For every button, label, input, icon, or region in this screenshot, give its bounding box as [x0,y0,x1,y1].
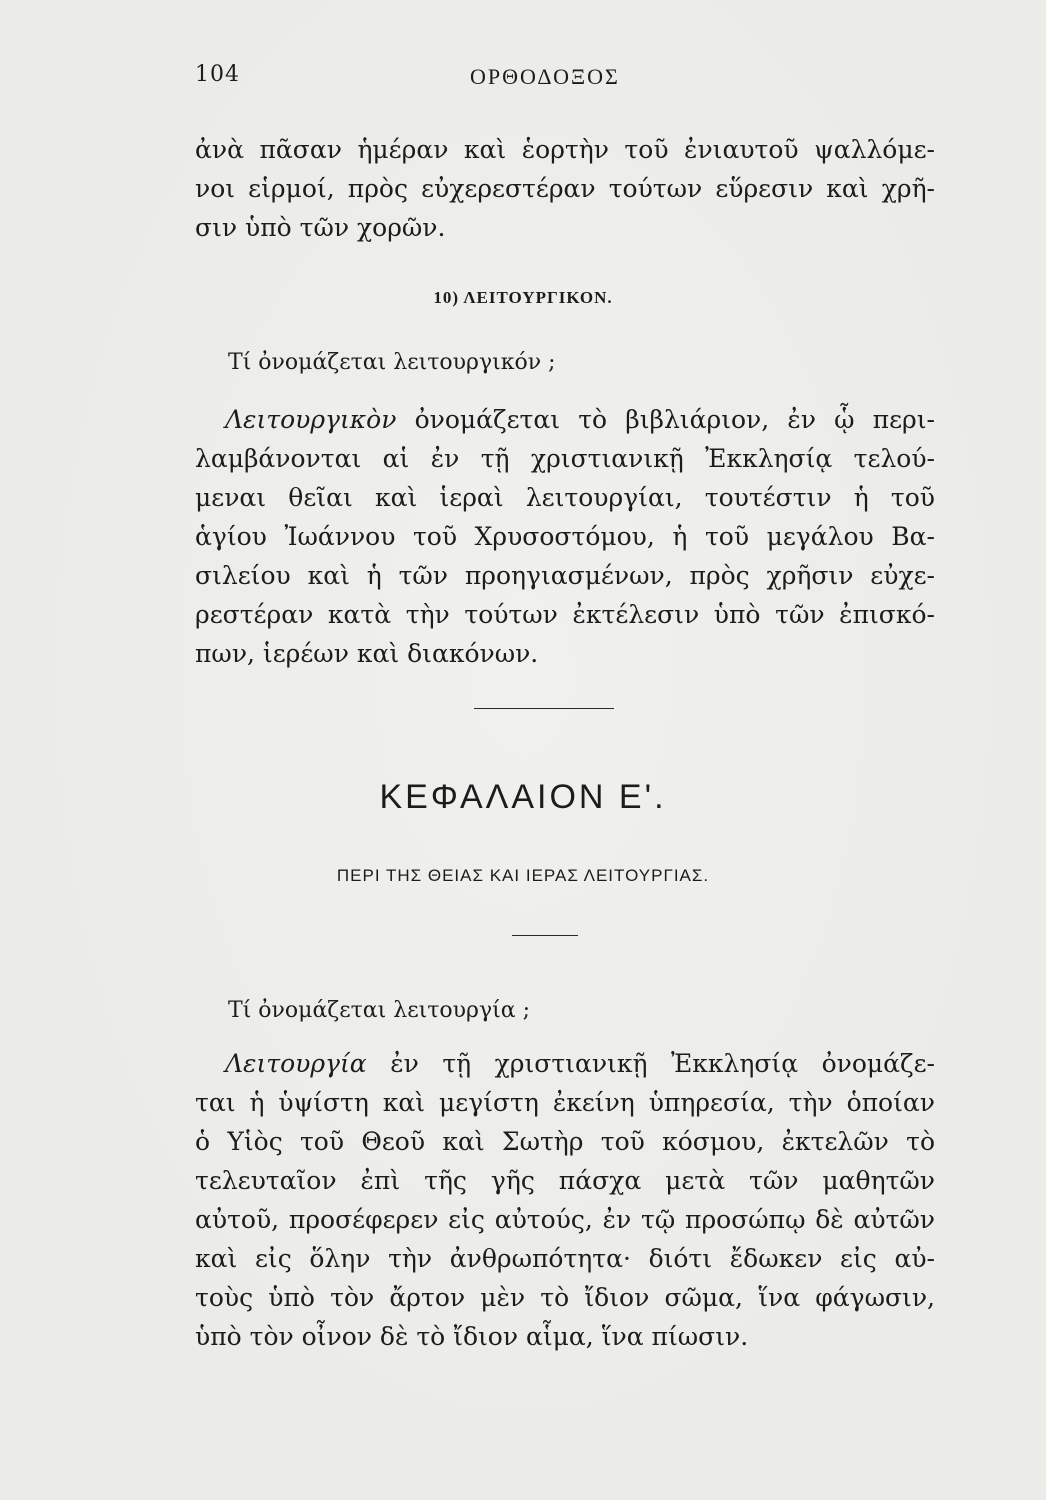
text-line: ται ἡ ὑψίστη καὶ μεγίστη ἐκείνη ὑπηρεσία, τὴν ὁποίαν [195,1088,935,1117]
divider-rule [474,708,614,709]
text-line: σιν ὑπὸ τῶν χορῶν. [195,213,446,242]
chapter-subtitle: ΠΕΡΙ ΤΗΣ ΘΕΙΑΣ ΚΑΙ ΙΕΡΑΣ ΛΕΙΤΟΥΡΓΙΑΣ. [336,866,710,885]
chapter-title: ΚΕΦΑΛΑΙΟΝ Ε'. [379,778,667,816]
page-number: 104 [195,62,240,87]
text-line: ὑπὸ τὸν οἶνον δὲ τὸ ἴδιον αἷμα, ἵνα πίωσιν. [195,1322,749,1351]
text-line [195,1044,935,1083]
page-header [195,62,935,92]
divider-rule [512,935,578,936]
defined-term: Λειτουργικὸν [225,405,397,434]
text-line: νοι εἱρμοί, πρὸς εὐχερεστέραν τούτων εὕρεσιν καὶ χρῆ- [195,174,935,203]
question-text: Τί ὀνομάζεται λειτουργικόν ; [228,350,556,375]
text-line: ὁ Υἱὸς τοῦ Θεοῦ καὶ Σωτὴρ τοῦ κόσμου, ἐκτελῶν τὸ [195,1127,935,1156]
text-line: λαμβάνονται αἱ ἐν τῇ χριστιανικῇ Ἐκκλησίᾳ τελού- [195,444,935,473]
text-line: καὶ εἰς ὅλην τὴν ἀνθρωπότητα· διότι ἔδωκεν εἰς αὐ- [195,1244,935,1273]
text-line-rest: ἐν τῇ χριστιανικῇ Ἐκκλησίᾳ ὀνομάζε- [390,1049,935,1078]
text-line [195,400,935,439]
section-heading: 10) ΛΕΙΤΟΥΡΓΙΚΟΝ. [433,288,613,307]
text-line: αὐτοῦ, προσέφερεν εἰς αὐτούς, ἐν τῷ προσώπῳ δὲ αὐτῶν [195,1205,935,1234]
text-line: μεναι θεῖαι καὶ ἱεραὶ λειτουργίαι, τουτέστιν ἡ τοῦ [195,483,935,512]
answer-paragraph [195,400,935,673]
text-line: ἀνὰ πᾶσαν ἡμέραν καὶ ἑορτὴν τοῦ ἐνιαυτοῦ ψαλλόμε- [195,135,935,164]
text-line: τελευταῖον ἐπὶ τῆς γῆς πάσχα μετὰ τῶν μαθητῶν [195,1166,935,1195]
text-line: πων, ἱερέων καὶ διακόνων. [195,639,539,668]
defined-term: Λειτουργία [225,1049,367,1078]
text-line: τοὺς ὑπὸ τὸν ἄρτον μὲν τὸ ἴδιον σῶμα, ἵνα φάγωσιν, [195,1283,935,1312]
answer-paragraph [195,1044,935,1356]
text-line: σιλείου καὶ ἡ τῶν προηγιασμένων, πρὸς χρῆσιν εὐχε- [195,561,935,590]
running-title: ΟΡΘΟΔΟΞΟΣ [470,64,620,89]
question-text: Τί ὀνομάζεται λειτουργία ; [228,998,531,1023]
text-line-rest: ὀνομάζεται τὸ βιβλιάριον, ἐν ᾧ περι- [414,405,936,434]
text-line: ρεστέραν κατὰ τὴν τούτων ἐκτέλεσιν ὑπὸ τῶν ἐπισκό- [195,600,935,629]
intro-paragraph [195,130,935,247]
text-line: ἁγίου Ἰωάννου τοῦ Χρυσοστόμου, ἡ τοῦ μεγάλου Βα- [195,522,935,551]
